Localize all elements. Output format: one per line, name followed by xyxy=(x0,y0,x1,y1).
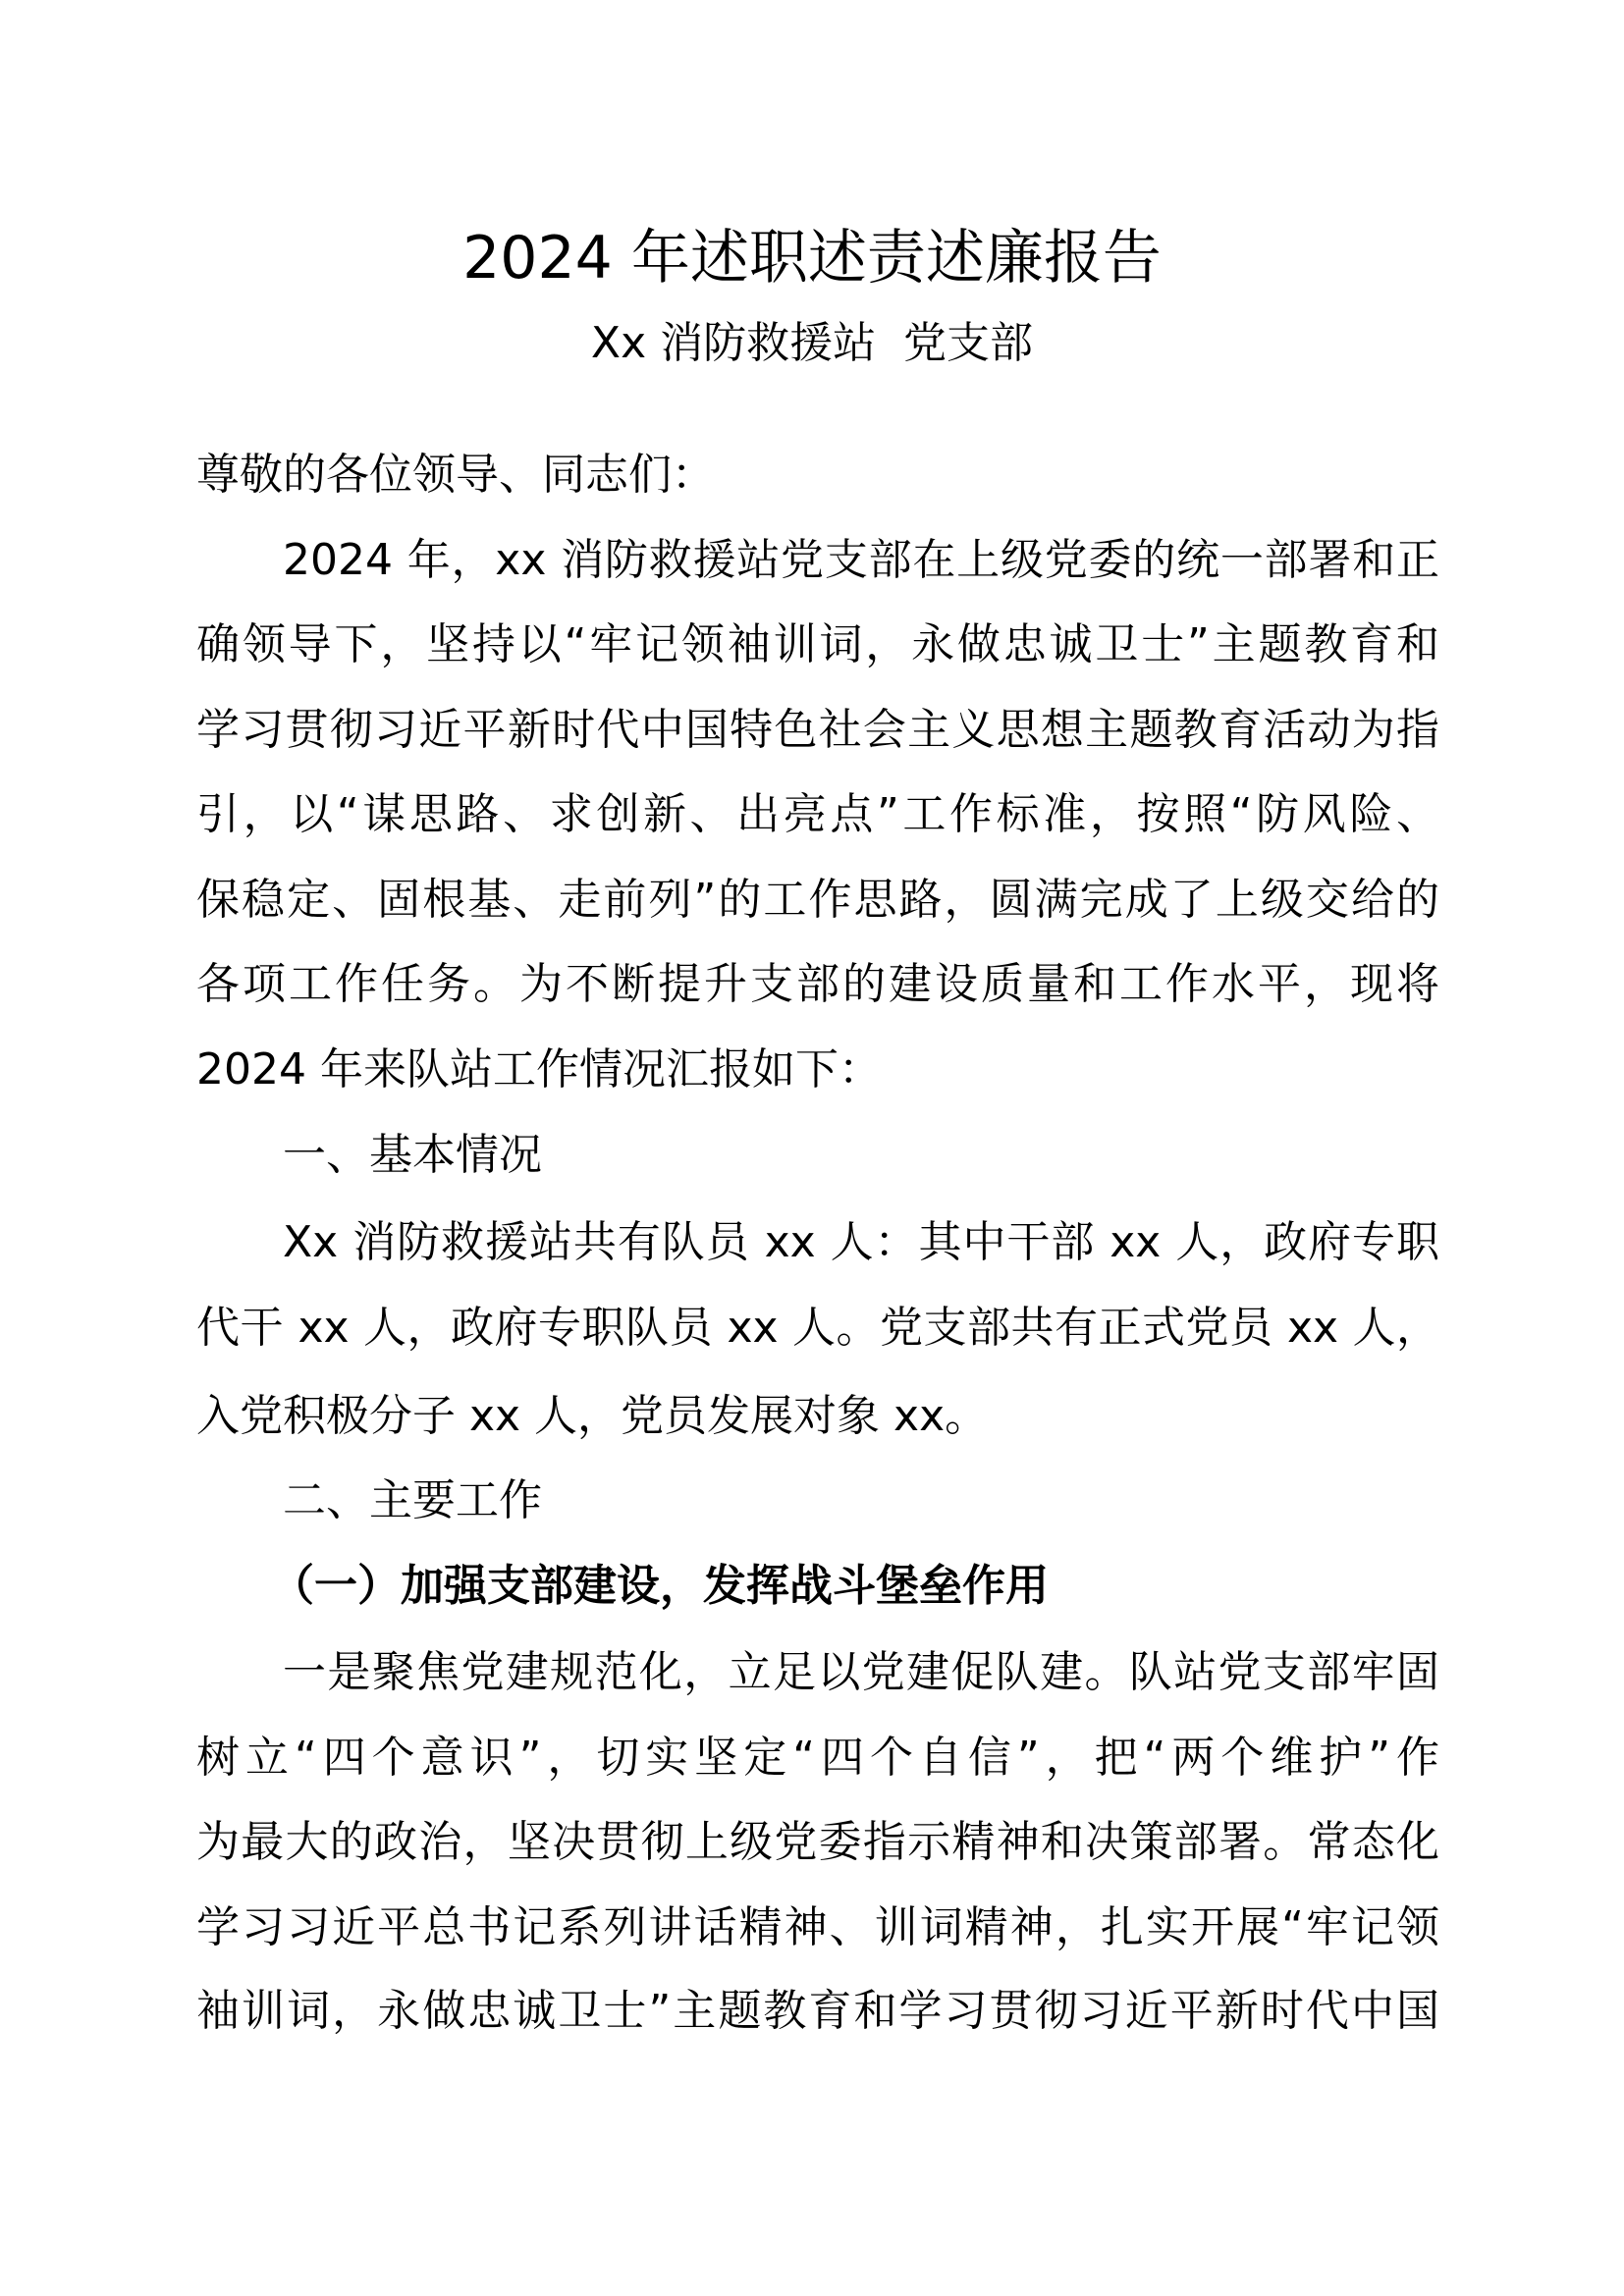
salutation: 尊敬的各位领导、同志们： xyxy=(196,450,715,500)
paragraph-line: 学习习近平总书记系列讲话精神、训词精神，扎实开展“牢记领 xyxy=(196,1902,1439,1952)
section-heading: 一、基本情况 xyxy=(283,1130,542,1180)
paragraph-line: 各项工作任务。为不断提升支部的建设质量和工作水平，现将 xyxy=(196,959,1439,1009)
subsection-heading: （一）加强支部建设，发挥战斗堡垒作用 xyxy=(271,1561,1049,1611)
paragraph-line: 保稳定、固根基、走前列”的工作思路，圆满完成了上级交给的 xyxy=(196,875,1439,925)
paragraph-line: 代干 xx 人，政府专职队员 xx 人。党支部共有正式党员 xx 人， xyxy=(196,1303,1439,1353)
paragraph-line: 2024 年来队站工作情况汇报如下： xyxy=(196,1044,882,1095)
paragraph-line: 引，以“谋思路、求创新、出亮点”工作标准，按照“防风险、 xyxy=(196,789,1439,839)
paragraph-line: 树立“四个意识”，切实坚定“四个自信”，把“两个维护”作 xyxy=(196,1733,1439,1783)
paragraph-line: 为最大的政治，坚决贯彻上级党委指示精神和决策部署。常态化 xyxy=(196,1817,1439,1867)
paragraph-line: 确领导下，坚持以“牢记领袖训词，永做忠诚卫士”主题教育和 xyxy=(196,619,1439,669)
section-heading: 二、主要工作 xyxy=(283,1475,542,1525)
paragraph-line: 入党积极分子 xx 人，党员发展对象 xx。 xyxy=(196,1391,989,1441)
paragraph-line: 袖训词，永做忠诚卫士”主题教育和学习贯彻习近平新时代中国 xyxy=(196,1986,1439,2036)
document-subtitle: Xx 消防救援站 党支部 xyxy=(590,318,1034,368)
paragraph-line: 2024 年，xx 消防救援站党支部在上级党委的统一部署和正 xyxy=(283,535,1439,585)
document-title: 2024 年述职述责述廉报告 xyxy=(462,224,1162,293)
paragraph-line: 学习贯彻习近平新时代中国特色社会主义思想主题教育活动为指 xyxy=(196,705,1439,755)
paragraph-line: 一是聚焦党建规范化，立足以党建促队建。队站党支部牢固 xyxy=(283,1647,1439,1697)
paragraph-line: Xx 消防救援站共有队员 xx 人：其中干部 xx 人，政府专职 xyxy=(283,1217,1439,1267)
